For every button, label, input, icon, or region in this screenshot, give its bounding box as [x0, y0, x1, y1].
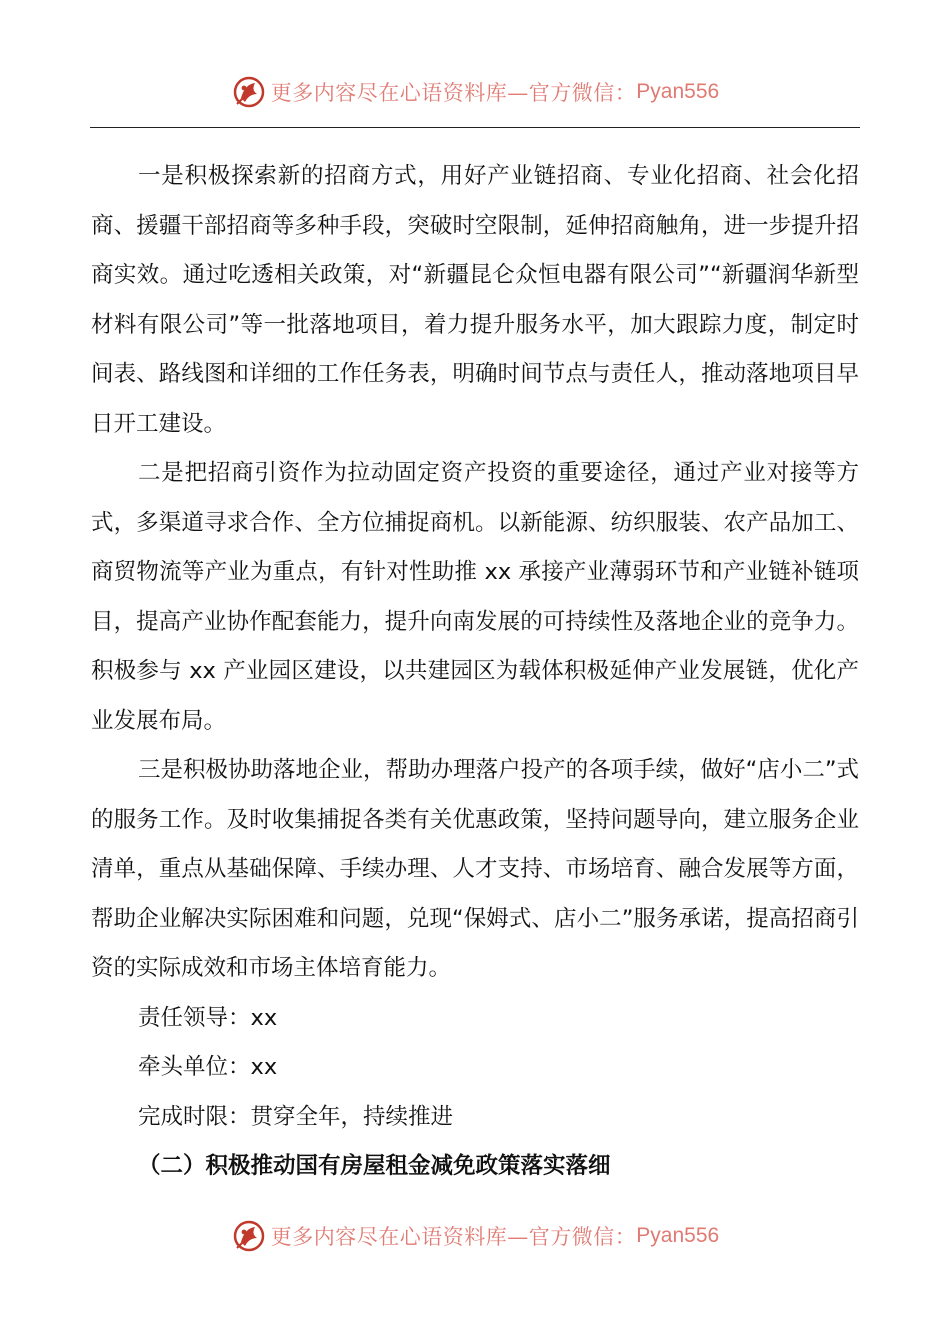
deadline: 完成时限：贯穿全年，持续推进 [138, 1103, 454, 1130]
banner-wechat-id: Pyan556 [636, 1224, 720, 1247]
responsible-leader: 责任领导：xx [138, 1004, 278, 1031]
lead-unit: 牵头单位：xx [138, 1054, 278, 1080]
document-body [91, 152, 859, 1192]
header-divider [90, 127, 860, 128]
logo-icon [231, 1218, 267, 1254]
banner-wechat-id: Pyan556 [636, 80, 720, 103]
paragraph-3: 三是积极协助落地企业，帮助办理落户投产的各项手续，做好“店小二”式的服务工作。及时收集捕捉各类有关优惠政策，坚持问题导向，建立服务企业清单，重点从基础保障、手续办理、人才支持、市场培育、融合发展等方面，帮助企业解决实际困难和问题，兑现“保姆式、店小二”服务承诺，提高招商引资的实际成效和市场主体培育能力。 [91, 757, 859, 981]
footer-banner [0, 1214, 950, 1258]
section-heading: （二）积极推动国有房屋租金减免政策落实落细 [138, 1153, 611, 1179]
paragraph-2: 二是把招商引资作为拉动固定资产投资的重要途径，通过产业对接等方式，多渠道寻求合作、全方位捕捉商机。以新能源、纺织服装、农产品加工、商贸物流等产业为重点，有针对性助推 xx 承接产业薄弱环节和产业链补链项目，提高产业协作配套能力，提升向南发展的可持续性及落地企业的竞争力。积极参与 xx 产业园区建设，以共建园区为载体积极延伸产业发展链，优化产业发展布局。 [91, 460, 859, 734]
banner-text: 更多内容尽在心语资料库—官方微信： [270, 1225, 637, 1249]
logo-icon [231, 74, 267, 110]
header-banner [0, 70, 950, 114]
paragraph-1: 一是积极探索新的招商方式，用好产业链招商、专业化招商、社会化招商、援疆干部招商等多种手段，突破时空限制，延伸招商触角，进一步提升招商实效。通过吃透相关政策，对“新疆昆仑众恒电器有限公司”“新疆润华新型材料有限公司”等一批落地项目，着力提升服务水平，加大跟踪力度，制定时间表、路线图和详细的工作任务表，明确时间节点与责任人，推动落地项目早日开工建设。 [91, 163, 859, 437]
banner-text: 更多内容尽在心语资料库—官方微信： [270, 81, 637, 105]
